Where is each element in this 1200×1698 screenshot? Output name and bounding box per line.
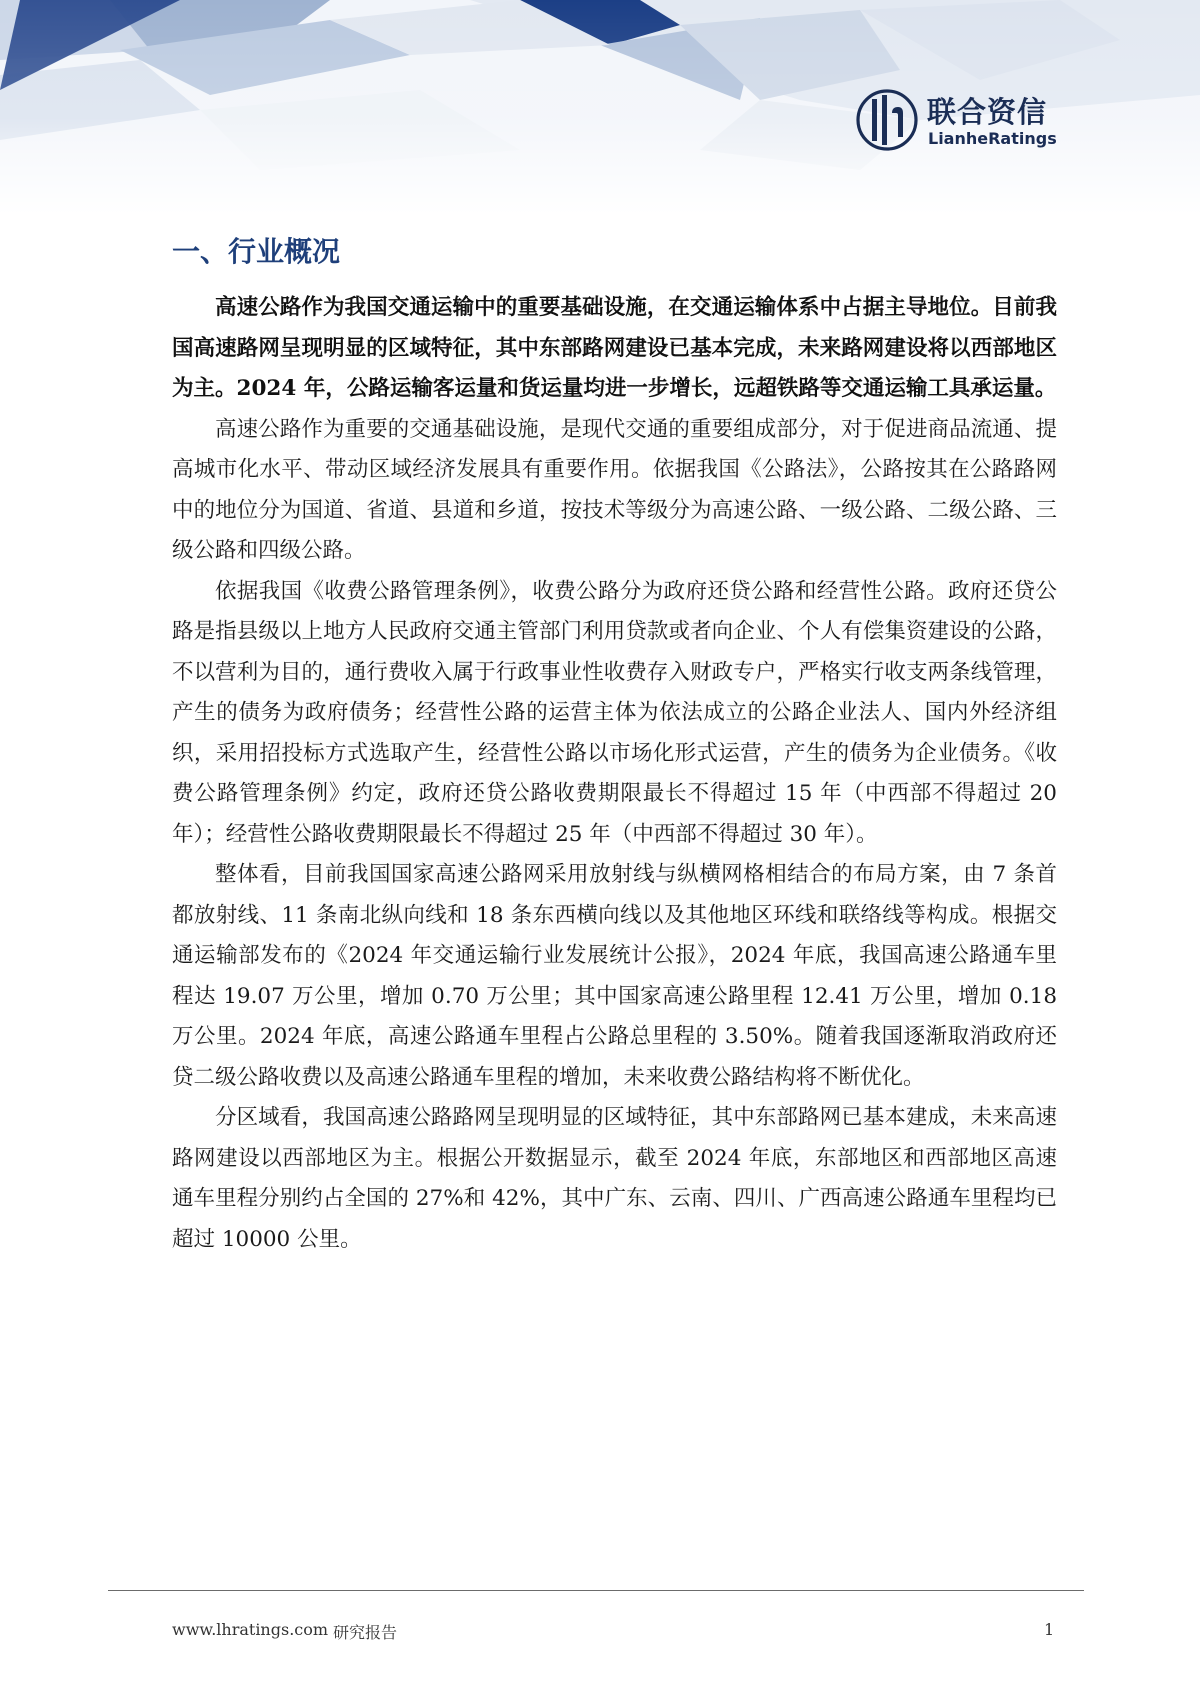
report-body <box>172 288 1057 1260</box>
body-paragraph: 依据我国《收费公路管理条例》，收费公路分为政府还贷公路和经营性公路。政府还贷公路是指县级以上地方人民政府交通主管部门利用贷款或者向企业、个人有偿集资建设的公路，不以营利为目的，通行费收入属于行政事业性收费存入财政专户，严格实行收支两条线管理，产生的债务为政府债务；经营性公路的运营主体为依法成立的公路企业法人、国内外经济组织，采用招投标方式选取产生，经营性公路以市场化形式运营，产生的债务为企业债务。《收费公路管理条例》约定，政府还贷公路收费期限最长不得超过 15 年（中西部不得超过 20 年）；经营性公路收费期限最长不得超过 25 年（中西部不得超过 30 年）。 <box>172 578 1057 847</box>
body-paragraph: 整体看，目前我国国家高速公路网采用放射线与纵横网格相结合的布局方案，由 7 条首都放射线、11 条南北纵向线和 18 条东西横向线以及其他地区环线和联络线等构成。根据交通运输部发布的《2024 年交通运输行业发展统计公报》，2024 年底，我国高速公路通车里程达 19.07 万公里，增加 0.70 万公里；其中国家高速公路里程 12.41 万公里，增加 0.18 万公里。2024 年底，高速公路通车里程占公路总里程的 3.50%。随着我国逐渐取消政府还贷二级公路收费以及高速公路通车里程的增加，未来收费公路结构将不断优化。 <box>172 862 1057 1090</box>
footer-report-label: 研究报告 <box>333 1623 398 1642</box>
body-paragraph: 高速公路作为重要的交通基础设施，是现代交通的重要组成部分，对于促进商品流通、提高城市化水平、带动区域经济发展具有重要作用。依据我国《公路法》，公路按其在公路路网中的地位分为国道、省道、县道和乡道，按技术等级分为高速公路、一级公路、二级公路、三级公路和四级公路。 <box>172 416 1057 563</box>
brand-name-cn: 联合资信 <box>927 95 1048 129</box>
body-paragraph: 分区域看，我国高速公路路网呈现明显的区域特征，其中东部路网已基本建成，未来高速路网建设以西部地区为主。根据公开数据显示，截至 2024 年底，东部地区和西部地区高速通车里程分别约占全国的 27%和 42%，其中广东、云南、四川、广西高速公路通车里程均已超过 10000 公里。 <box>172 1105 1057 1252</box>
brand-logo <box>855 88 1075 158</box>
lh-circle-logo-icon <box>855 88 919 152</box>
page-number: 1 <box>1044 1620 1055 1639</box>
summary-paragraph: 高速公路作为我国交通运输中的重要基础设施，在交通运输体系中占据主导地位。目前我国高速路网呈现明显的区域特征，其中东部路网建设已基本完成，未来路网建设将以西部地区为主。2024 年，公路运输客运量和货运量均进一步增长，远超铁路等交通运输工具承运量。 <box>172 295 1057 401</box>
section-title: 一、行业概况 <box>172 235 341 268</box>
brand-name-en: LianheRatings <box>928 129 1057 148</box>
footer-website-link[interactable]: www.lhratings.com <box>172 1620 329 1639</box>
footer-divider <box>108 1590 1084 1591</box>
